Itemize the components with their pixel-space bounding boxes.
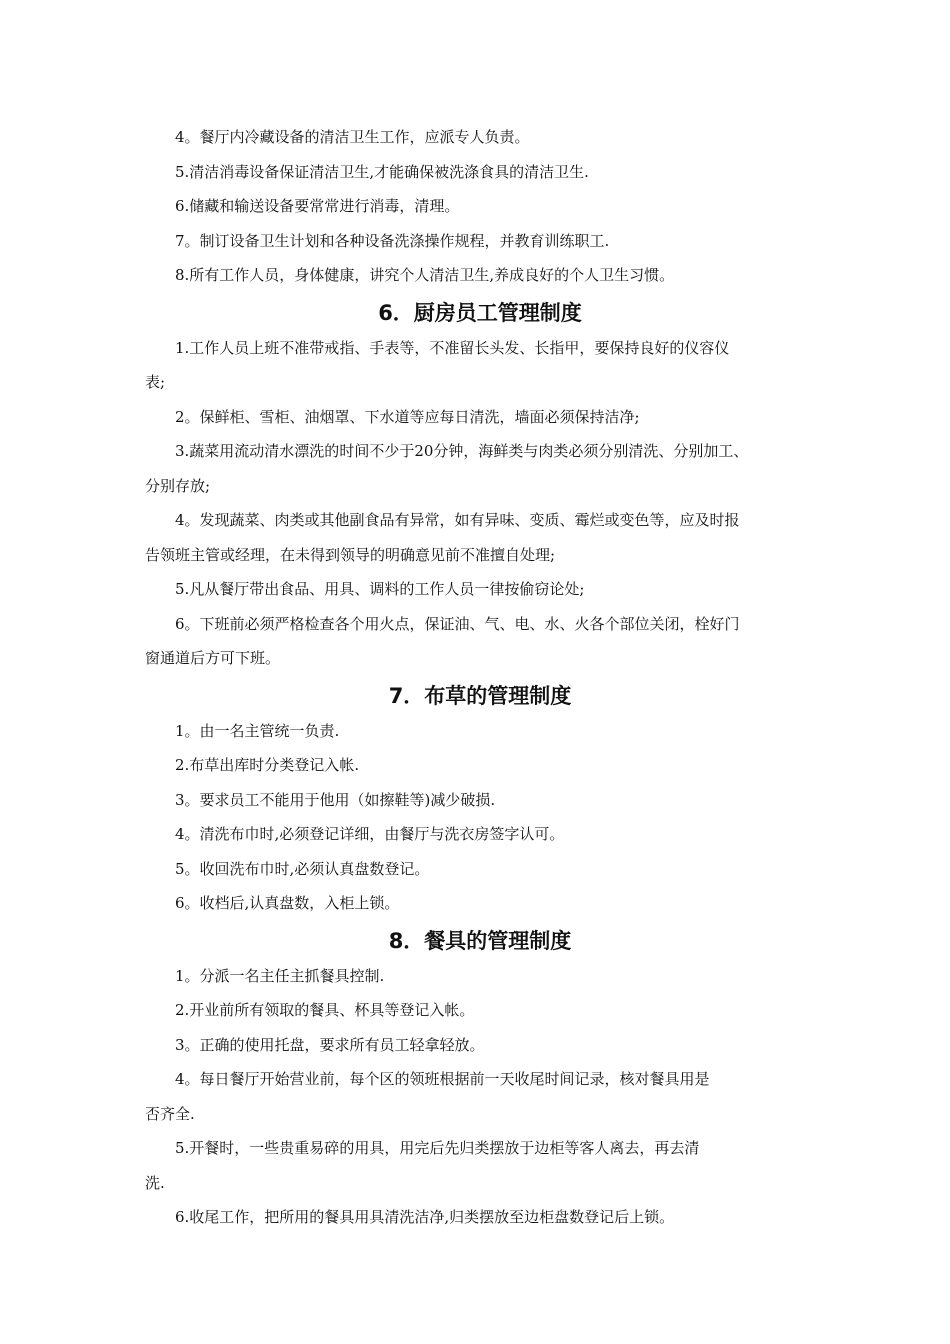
paragraph: 3。要求员工不能用于他用（如擦鞋等)减少破损. [175, 790, 496, 809]
paragraph: 4。清洗布巾时,必须登记详细，由餐厅与洗衣房签字认可。 [175, 825, 565, 843]
section-heading-8: 8．餐具的管理制度 [388, 928, 572, 953]
paragraph: 4。餐厅内冷藏设备的清洁卫生工作，应派专人负责。 [175, 128, 530, 146]
paragraph: 3.蔬菜用流动清水漂洗的时间不少于20分钟，海鲜类与肉类必须分别清洗、分别加工、 [175, 442, 749, 460]
paragraph-continuation: 窗通道后方可下班。 [145, 649, 281, 667]
paragraph: 5.清洁消毒设备保证清洁卫生,才能确保被洗涤食具的清洁卫生. [175, 162, 589, 181]
paragraph: 8.所有工作人员，身体健康，讲究个人清洁卫生,养成良好的个人卫生习惯。 [175, 266, 675, 284]
paragraph: 2.布草出库时分类登记入帐. [175, 756, 360, 774]
paragraph: 6。下班前必须严格检查各个用火点，保证油、气、电、水、火各个部位关闭，栓好门 [175, 614, 740, 633]
document-body [145, 120, 815, 1235]
paragraph: 3。正确的使用托盘，要求所有员工轻拿轻放。 [175, 1035, 485, 1054]
paragraph-continuation: 分别存放; [145, 476, 211, 495]
paragraph: 1.工作人员上班不准带戒指、手表等，不准留长头发、长指甲，要保持良好的仪容仪 [175, 338, 730, 357]
paragraph-continuation: 表; [145, 373, 166, 391]
paragraph: 4。发现蔬菜、肉类或其他副食品有异常，如有异味、变质、霉烂或变色等，应及时报 [175, 511, 740, 529]
paragraph: 2。保鲜柜、雪柜、油烟罩、下水道等应每日清洗，墙面必须保持洁净; [175, 407, 640, 426]
paragraph-continuation: 否齐全. [145, 1104, 195, 1123]
section-heading-6: 6．厨房员工管理制度 [378, 300, 582, 325]
paragraph: 5.凡从餐厅带出食品、用具、调料的工作人员一律按偷窃论处; [175, 580, 585, 598]
paragraph: 4。每日餐厅开始营业前，每个区的领班根据前一天收尾时间记录，核对餐具用是 [175, 1070, 710, 1088]
paragraph: 5。收回洗布巾时,必须认真盘数登记。 [175, 859, 430, 878]
paragraph-continuation: 告领班主管或经理，在未得到领导的明确意见前不准擅自处理; [145, 545, 556, 564]
paragraph: 6。收档后,认真盘数，入柜上锁。 [175, 894, 400, 912]
paragraph: 7。制订设备卫生计划和各种设备洗涤操作规程，并教育训练职工. [175, 231, 610, 250]
paragraph: 1。由一名主管统一负责. [175, 721, 340, 740]
paragraph-continuation: 洗. [145, 1173, 165, 1192]
paragraph: 1。分派一名主任主抓餐具控制. [175, 966, 385, 985]
paragraph: 5.开餐时，一些贵重易碎的用具，用完后先归类摆放于边柜等客人离去，再去清 [175, 1139, 700, 1157]
paragraph: 6.储藏和输送设备要常常进行消毒，清理。 [175, 197, 460, 215]
section-heading-7: 7．布草的管理制度 [388, 683, 572, 708]
paragraph: 2.开业前所有领取的餐具、杯具等登记入帐。 [175, 1001, 475, 1019]
paragraph: 6.收尾工作，把所用的餐具用具清洗洁净,归类摆放至边柜盘数登记后上锁。 [175, 1208, 675, 1226]
